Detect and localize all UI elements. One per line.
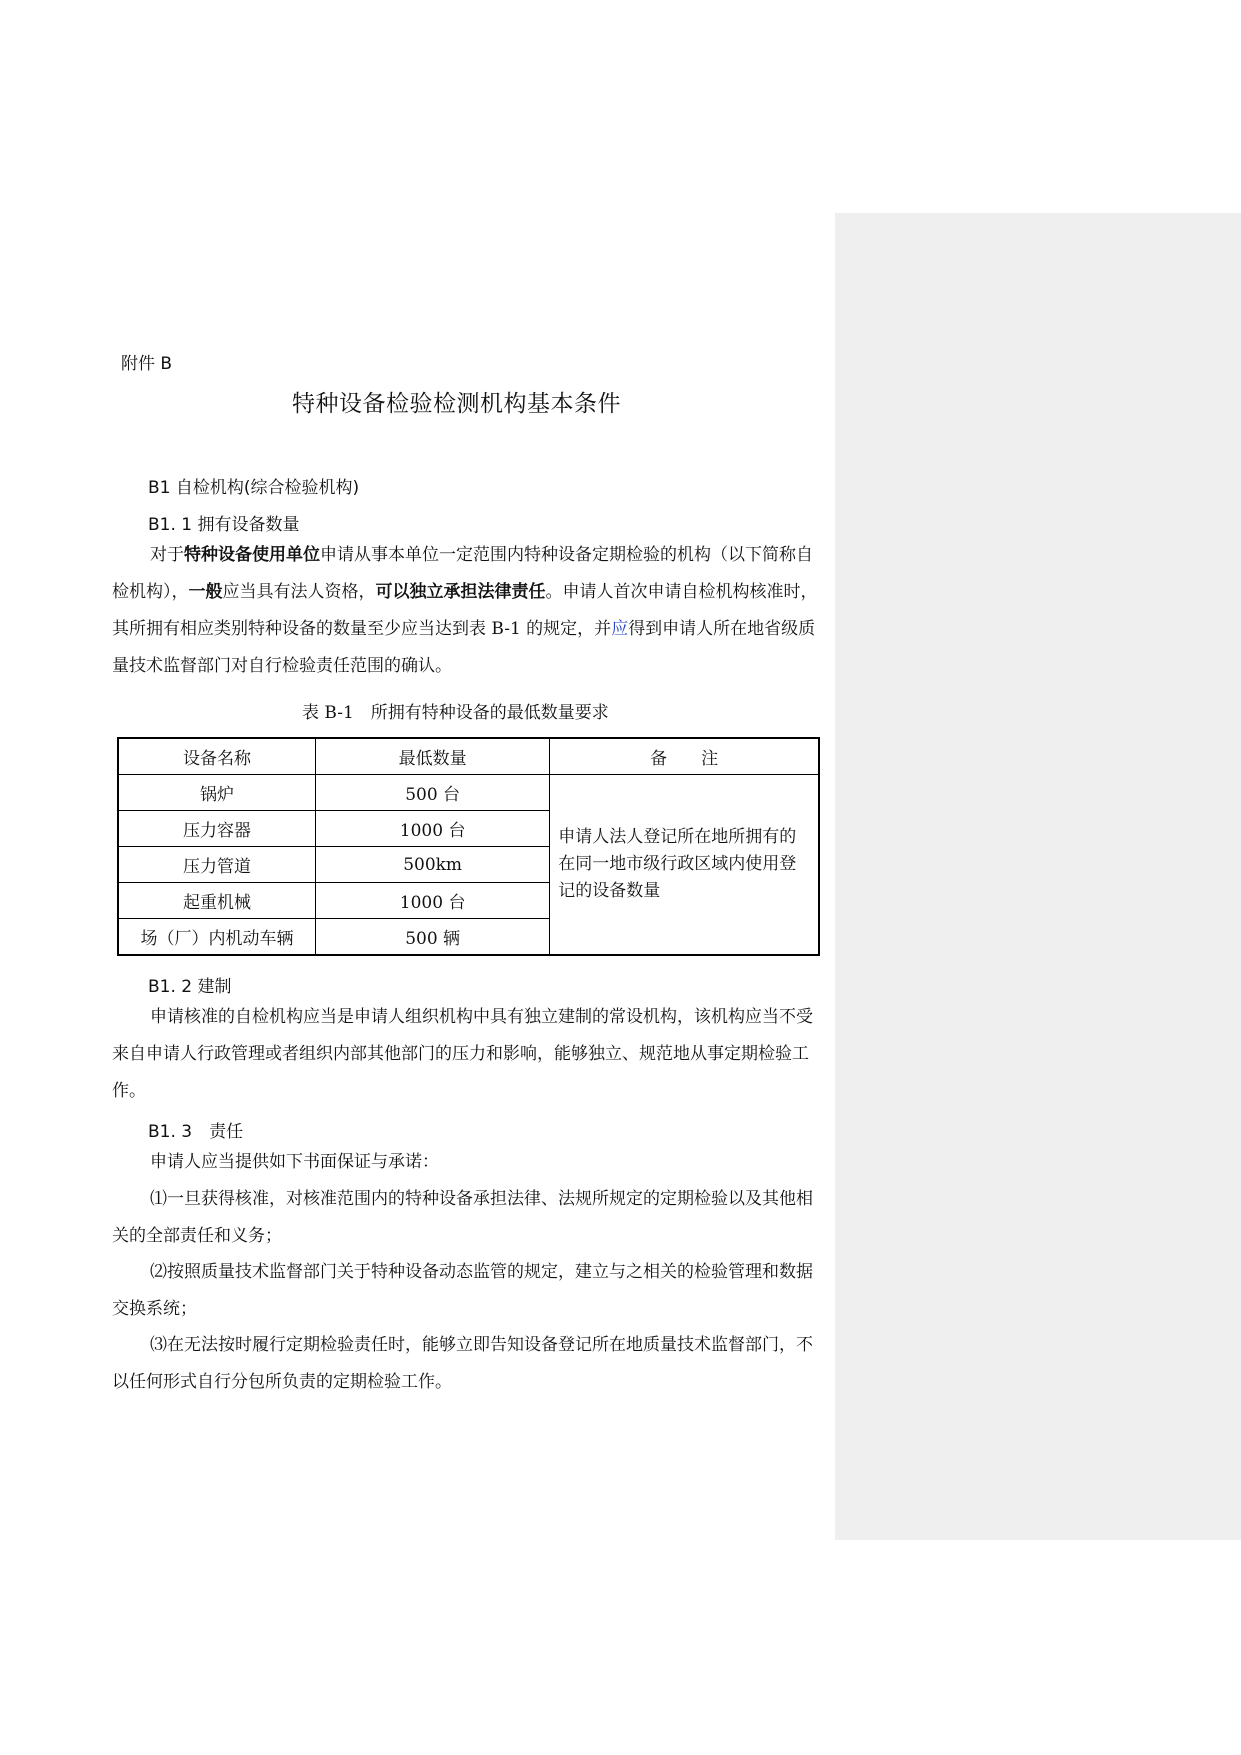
section-heading-b1-1: B1. 1 拥有设备数量 (148, 515, 300, 535)
table-header: 备 注 (550, 738, 819, 775)
table-header: 设备名称 (118, 738, 315, 775)
paragraph-b1-2: 申请核准的自检机构应当是申请人组织机构中具有独立建制的常设机构，该机构应当不受来自申请人行政管理或者组织内部其他部门的压力和影响，能够独立、规范地从事定期检验工作。 (112, 1007, 813, 1101)
table-cell: 1000 台 (315, 811, 549, 847)
table-cell: 500 台 (315, 775, 549, 811)
comment-margin-panel (835, 213, 1241, 1540)
paragraph-b1-3-intro: 申请人应当提供如下书面保证与承诺： (150, 1152, 439, 1172)
minimum-quantity-table (117, 737, 820, 956)
table-header-row (118, 738, 819, 775)
table-cell: 500 辆 (315, 919, 549, 956)
list-item: ⑵按照质量技术监督部门关于特种设备动态监管的规定，建立与之相关的检验管理和数据交换系统； (112, 1262, 813, 1319)
section-heading-b1-3: B1. 3 责任 (148, 1122, 244, 1142)
table-cell: 场（厂）内机动车辆 (118, 919, 315, 956)
table-row (118, 775, 819, 811)
section-heading-b1-2: B1. 2 建制 (148, 977, 232, 997)
paragraph-b1-1: 对于特种设备使用单位申请从事本单位一定范围内特种设备定期检验的机构（以下简称自检机构），一般应当具有法人资格，可以独立承担法律责任。申请人首次申请自检机构核准时，其所拥有相应类别特种设备的数量至少应当达到表 B-1 的规定，并应得到申请人所在地省级质量技术监督部门对自行检验责任范围的确认。 (112, 545, 818, 676)
table-cell: 500km (315, 847, 549, 883)
table-cell: 压力容器 (118, 811, 315, 847)
document-title: 特种设备检验检测机构基本条件 (292, 391, 621, 417)
table-cell: 压力管道 (118, 847, 315, 883)
table-cell: 1000 台 (315, 883, 549, 919)
list-item: ⑴一旦获得核准，对核准范围内的特种设备承担法律、法规所规定的定期检验以及其他相关的全部责任和义务； (112, 1189, 813, 1246)
section-heading-b1: B1 自检机构(综合检验机构) (148, 478, 360, 498)
attachment-label: 附件 B (121, 354, 173, 374)
table-cell: 锅炉 (118, 775, 315, 811)
list-item: ⑶在无法按时履行定期检验责任时，能够立即告知设备登记所在地质量技术监督部门，不以任何形式自行分包所负责的定期检验工作。 (112, 1335, 813, 1392)
table-note-cell: 申请人法人登记所在地所拥有的在同一地市级行政区域内使用登记的设备数量 (550, 775, 819, 956)
table-caption: 表 B-1 所拥有特种设备的最低数量要求 (302, 703, 609, 723)
table-header: 最低数量 (315, 738, 549, 775)
table-cell: 起重机械 (118, 883, 315, 919)
